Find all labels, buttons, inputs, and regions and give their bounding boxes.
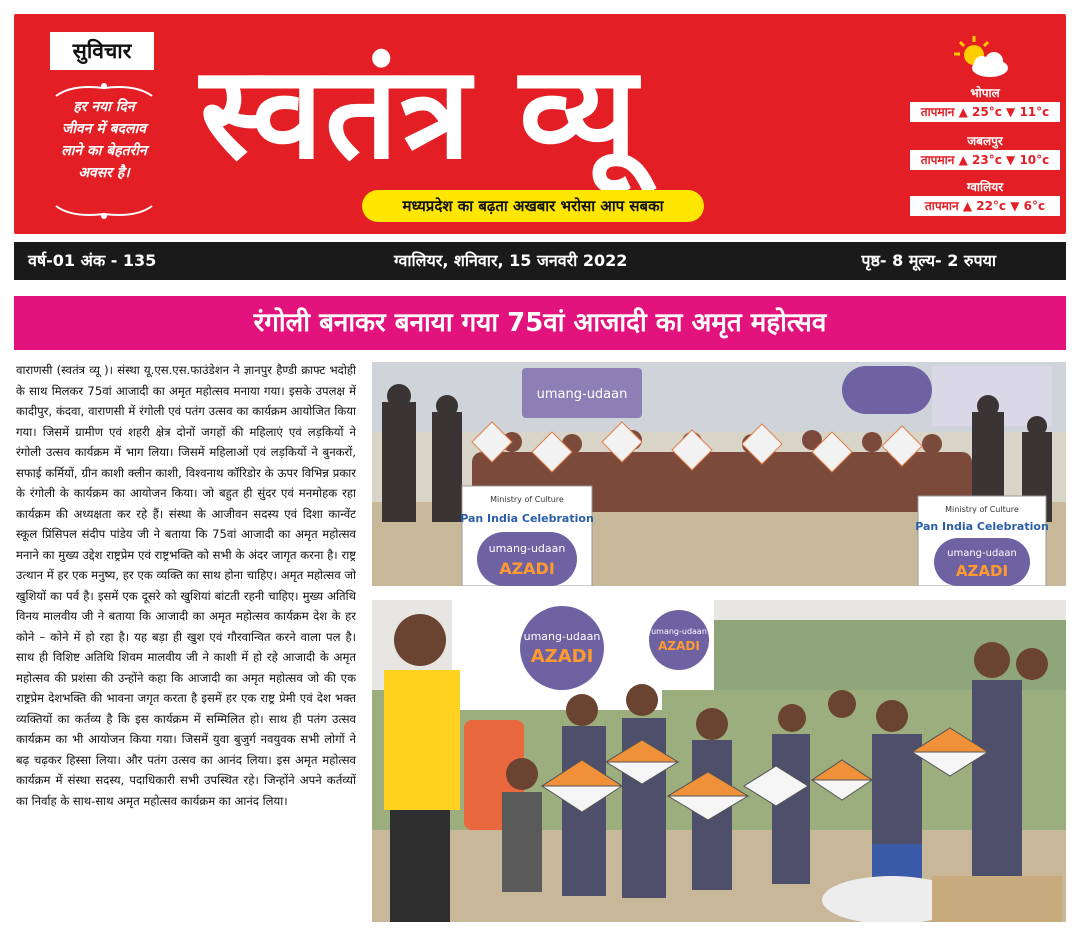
article-body: वाराणसी (स्वतंत्र व्यू )। संस्था यू.एस.एस.फाउंडेशन ने ज्ञानपुर हैण्डी क्राफ्ट भदोही के साथ मिलकर 75वां आजादी का अमृत महोत्सव मनाया गया। इसके उपलक्ष में कादीपुर, कंदवा, वाराणसी में रंगोली एवं पतंग उत्सव का कार्यक्रम आयोजित किया गया। जिसमें ग्रामीण एवं शहरी क्षेत्र दोनों जगहों की महिलाएं एवं लड़कियों ने रंगोली उत्सव कार्यक्रम में भाग लिया। जिसमें महिलाओं एवं लड़कियों ने बुनकरों, सफाई कर्मियों, ग्रीन काशी क्लीन काशी, विश्वनाथ कॉरिडोर के ऊपर विभिन्न प्रकार के रंगोली के कार्यक्रम का आयोजन किया। जो बहुत ही सुंदर एवं मनमोहक रहा कार्यक्रम की अध्यक्षता कर रहे हैं। संस्था के आजीवन सदस्य एवं दिशा कान्वेंट स्कूल प्रिंसिपल संदीप पांडेय जी ने बताया कि 75वां आजादी का अमृत महोत्सव मनाने का मुख्य उद्देश राष्ट्रप्रेम एवं राष्ट्रभक्ति को सभी के अंदर जागृत करना है। राष्ट्र उत्थान में हर एक मनुष्य, हर एक व्यक्ति का साथ होना चाहिए। अमृत महोत्सव जो खुशियों का पर्व है। इसमें एक दूसरे को खुशियां बांटती रहनी चाहिए। मुख्य अतिथि विनय मालवीय जी ने बताया कि आजादी का अमृत महोत्सव कार्यक्रम देश के हर कोने – कोने में हो रहा है। यह बड़ा ही खुश एवं गौरवान्वित करने वाला पल है। साथ ही विशिष्ट अतिथि शिवम मालवीय जी ने काशी में हो रहे आजादी के अमृत महोत्सव की प्रशंसा की उन्होंने कहा कि आजादी का अमृत महोत्सव जो की एक राष्ट्रप्रेम देशभक्ति की भावना जगृत करता है इसमें हर एक राष्ट्र प्रेमी एवं देश भक्त व्यक्तियों का कर्तव्य है कि इस कार्यक्रम में सम्मिलित हो। साथ ही पतंग उत्सव कार्यक्रम का भी आयोजन किया गया। जिसमें युवा बुजुर्ग नवयुवक सभी लोगों ने बढ़ चढ़कर हिस्सा लिया। और पतंग उत्सव का आनंद लिया। इस अमृत महोत्सव कार्यक्रम में संस्था सदस्य, पदाधिकारी सभी उपस्थित रहे। जिन्होंने अपने कर्तव्यों का निर्वाह के साथ-साथ अमृत महोत्सव कार्यक्रम का आनंद लिया।: [16, 363, 356, 808]
weather-city-3: ग्वालियर: [966, 180, 1004, 194]
sign-right-line3: AZADI: [955, 562, 1009, 580]
suvichar-quote: हर नया दिन जीवन में बदलाव लाने का बेहतरीन अवसर है।: [61, 99, 147, 181]
sign-left-line3: AZADI: [499, 559, 555, 578]
sign-right-line1: Pan India Celebration: [915, 520, 1049, 533]
masthead: [14, 14, 1066, 234]
temp-label: तापमान: [924, 199, 959, 213]
ornament-divider-bottom: [52, 202, 156, 222]
weather-city-2: जबलपुर: [967, 134, 1003, 148]
banner-right-line2: AZADI: [658, 639, 700, 653]
temp-min: ▼ 6°c: [1010, 199, 1046, 213]
sign-left-org: Ministry of Culture: [490, 495, 564, 504]
temp-min: ▼ 11°c: [1006, 105, 1050, 119]
temp-max: ▲ 23°c: [958, 153, 1002, 167]
sign-right-line2: umang-udaan: [947, 548, 1017, 559]
weather-temp-2: [910, 150, 1060, 170]
banner-title-text: umang-udaan: [536, 387, 628, 402]
sun-cloud-icon: [952, 34, 1012, 80]
issue-info-bar: [14, 242, 1066, 280]
sign-left-line1: Pan India Celebration: [460, 512, 594, 525]
temp-label: तापमान: [920, 105, 955, 119]
temp-label: तापमान: [920, 153, 955, 167]
weather-city-1: भोपाल: [970, 86, 1000, 100]
banner-left-line2: AZADI: [530, 646, 594, 667]
sign-right-org: Ministry of Culture: [945, 505, 1019, 514]
temp-min: ▼ 10°c: [1006, 153, 1050, 167]
article-headline: रंगोली बनाकर बनाया गया 75वां आजादी का अमृत महोत्सव: [14, 296, 1066, 350]
banner-left-line1: umang-udaan: [523, 630, 601, 643]
banner-right-line1: umang-udaan: [651, 627, 707, 636]
newspaper-tagline: मध्यप्रदेश का बढ़ता अखबार भरोसा आप सबका: [362, 190, 704, 222]
event-photo-kites: [372, 600, 1066, 922]
suvichar-label: सुविचार: [50, 32, 154, 70]
dateline: ग्वालियर, शनिवार, 15 जनवरी 2022: [394, 251, 628, 270]
page-and-price: पृष्ठ- 8 मूल्य- 2 रुपया: [861, 251, 996, 270]
temp-max: ▲ 25°c: [958, 105, 1002, 119]
sign-left-line2: umang-udaan: [488, 542, 566, 555]
weather-temp-3: [910, 196, 1060, 216]
newspaper-title: स्वतंत्र व्यू: [200, 39, 640, 188]
weather-temp-1: [910, 102, 1060, 122]
issue-number: वर्ष-01 अंक - 135: [28, 251, 157, 270]
event-photo-group: [372, 362, 1066, 586]
temp-max: ▲ 22°c: [962, 199, 1007, 213]
